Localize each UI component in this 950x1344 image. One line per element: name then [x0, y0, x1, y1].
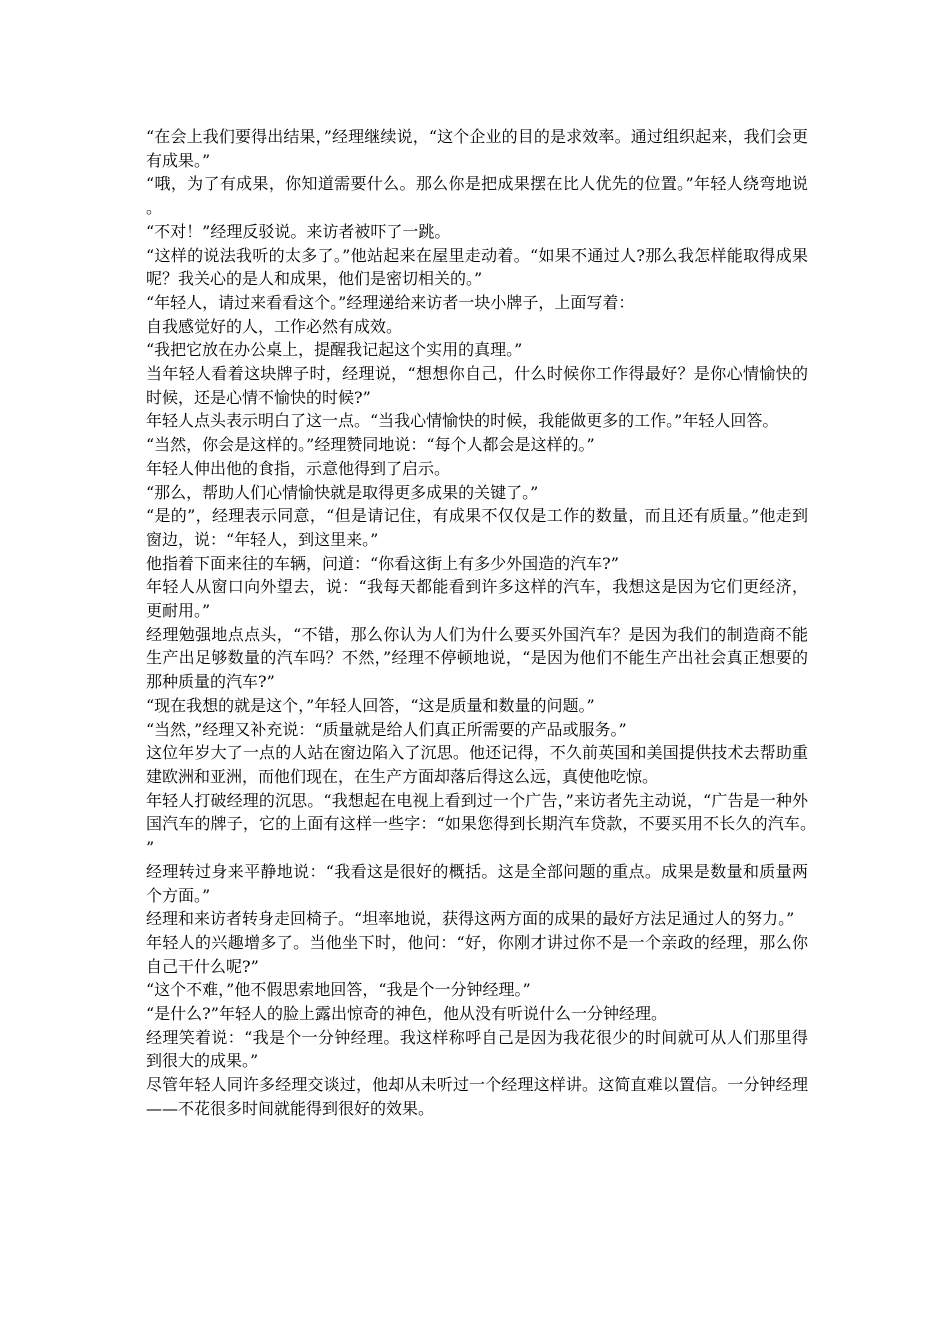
paragraph: “我把它放在办公桌上，提醒我记起这个实用的真理。” [146, 340, 523, 360]
paragraph: 这位年岁大了一点的人站在窗边陷入了沉思。他还记得，不久前英国和美国提供技术去帮助重建欧洲和亚洲，而他们现在，在生产方面却落后得这么远，真使他吃惊。 [146, 743, 808, 786]
paragraph: “是什么?”年轻人的脸上露出惊奇的神色，他从没有听说什么一分钟经理。 [146, 1004, 667, 1024]
paragraph: 经理和来访者转身走回椅子。“坦率地说，获得这两方面的成果的最好方法足通过人的努力。” [146, 909, 795, 929]
paragraph: 尽管年轻人同许多经理交谈过，他却从未听过一个经理这样讲。这简直难以置信。一分钟经理——不花很多时间就能得到很好的效果。 [146, 1075, 808, 1118]
paragraph: 经理笑着说：“我是个一分钟经理。我这样称呼自己是因为我花很少的时间就可从人们那里得到很大的成果。” [146, 1027, 808, 1071]
paragraph: 年轻人从窗口向外望去，说：“我每天都能看到许多这样的汽车，我想这是因为它们更经济，更耐用。” [146, 577, 808, 621]
paragraph: 年轻人打破经理的沉思。“我想起在电视上看到过一个广告，”来访者先主动说，“广告是一种外国汽车的牌子，它的上面有这样一些字：“如果您得到长期汽车贷款，不要买用不长久的汽车。” [146, 790, 808, 858]
paragraph: 经理勉强地点点头，“不错，那么你认为人们为什么要买外国汽车？是因为我们的制造商不能生产出足够数量的汽车吗？不然，”经理不停顿地说，“是因为他们不能生产出社会真正想要的那种质量的汽车?” [146, 624, 808, 692]
body-text [146, 125, 808, 1121]
paragraph: 年轻人的兴趣增多了。当他坐下时，他问：“好，你刚才讲过你不是一个亲政的经理，那么你自己干什么呢?” [146, 932, 808, 976]
paragraph: “哦，为了有成果，你知道需要什么。那么你是把成果摆在比人优先的位置。”年轻人绕弯地说。 [146, 174, 808, 218]
paragraph: 他指着下面来往的车辆，问道：“你看这街上有多少外国造的汽车?” [146, 553, 619, 573]
paragraph: “现在我想的就是这个，”年轻人回答，“这是质量和数量的问题。” [146, 695, 595, 715]
paragraph: “那么，帮助人们心情愉快就是取得更多成果的关键了。” [146, 482, 539, 502]
paragraph: “在会上我们要得出结果，”经理继续说，“这个企业的目的是求效率。通过组织起来，我们会更有成果。” [146, 127, 808, 170]
sign-text: 自我感觉好的人，工作必然有成效。 [146, 316, 403, 336]
paragraph: “这个不难，”他不假思索地回答，“我是个一分钟经理。” [146, 980, 531, 1000]
paragraph: “年轻人，请过来看看这个。”经理递给来访者一块小牌子，上面写着： [146, 292, 635, 312]
paragraph: 当年轻人看着这块牌子时，经理说，“想想你自己，什么时候你工作得最好？是你心情愉快的时候，还是心情不愉快的时候?” [146, 364, 808, 407]
paragraph: “当然，”经理又补充说：“质量就是给人们真正所需要的产品或服务。” [146, 719, 627, 739]
paragraph: “当然，你会是这样的。”经理赞同地说：“每个人都会是这样的。” [146, 435, 595, 455]
paragraph: 年轻人伸出他的食指，示意他得到了启示。 [146, 458, 451, 478]
paragraph: “不对！”经理反驳说。来访者被吓了一跳。 [146, 221, 451, 241]
paragraph: “是的”，经理表示同意，“但是请记住，有成果不仅仅是工作的数量，而且还有质量。”他走到窗边，说：“年轻人，到这里来。” [146, 506, 808, 549]
paragraph: “这样的说法我听的太多了。”他站起来在屋里走动着。“如果不通过人?那么我怎样能取得成果呢？我关心的是人和成果，他们是密切相关的。” [146, 245, 808, 289]
paragraph: 经理转过身来平静地说：“我看这是很好的概括。这是全部问题的重点。成果是数量和质量两个方面。” [146, 861, 808, 905]
paragraph: 年轻人点头表示明白了这一点。“当我心情愉快的时候，我能做更多的工作。”年轻人回答。 [146, 411, 779, 431]
